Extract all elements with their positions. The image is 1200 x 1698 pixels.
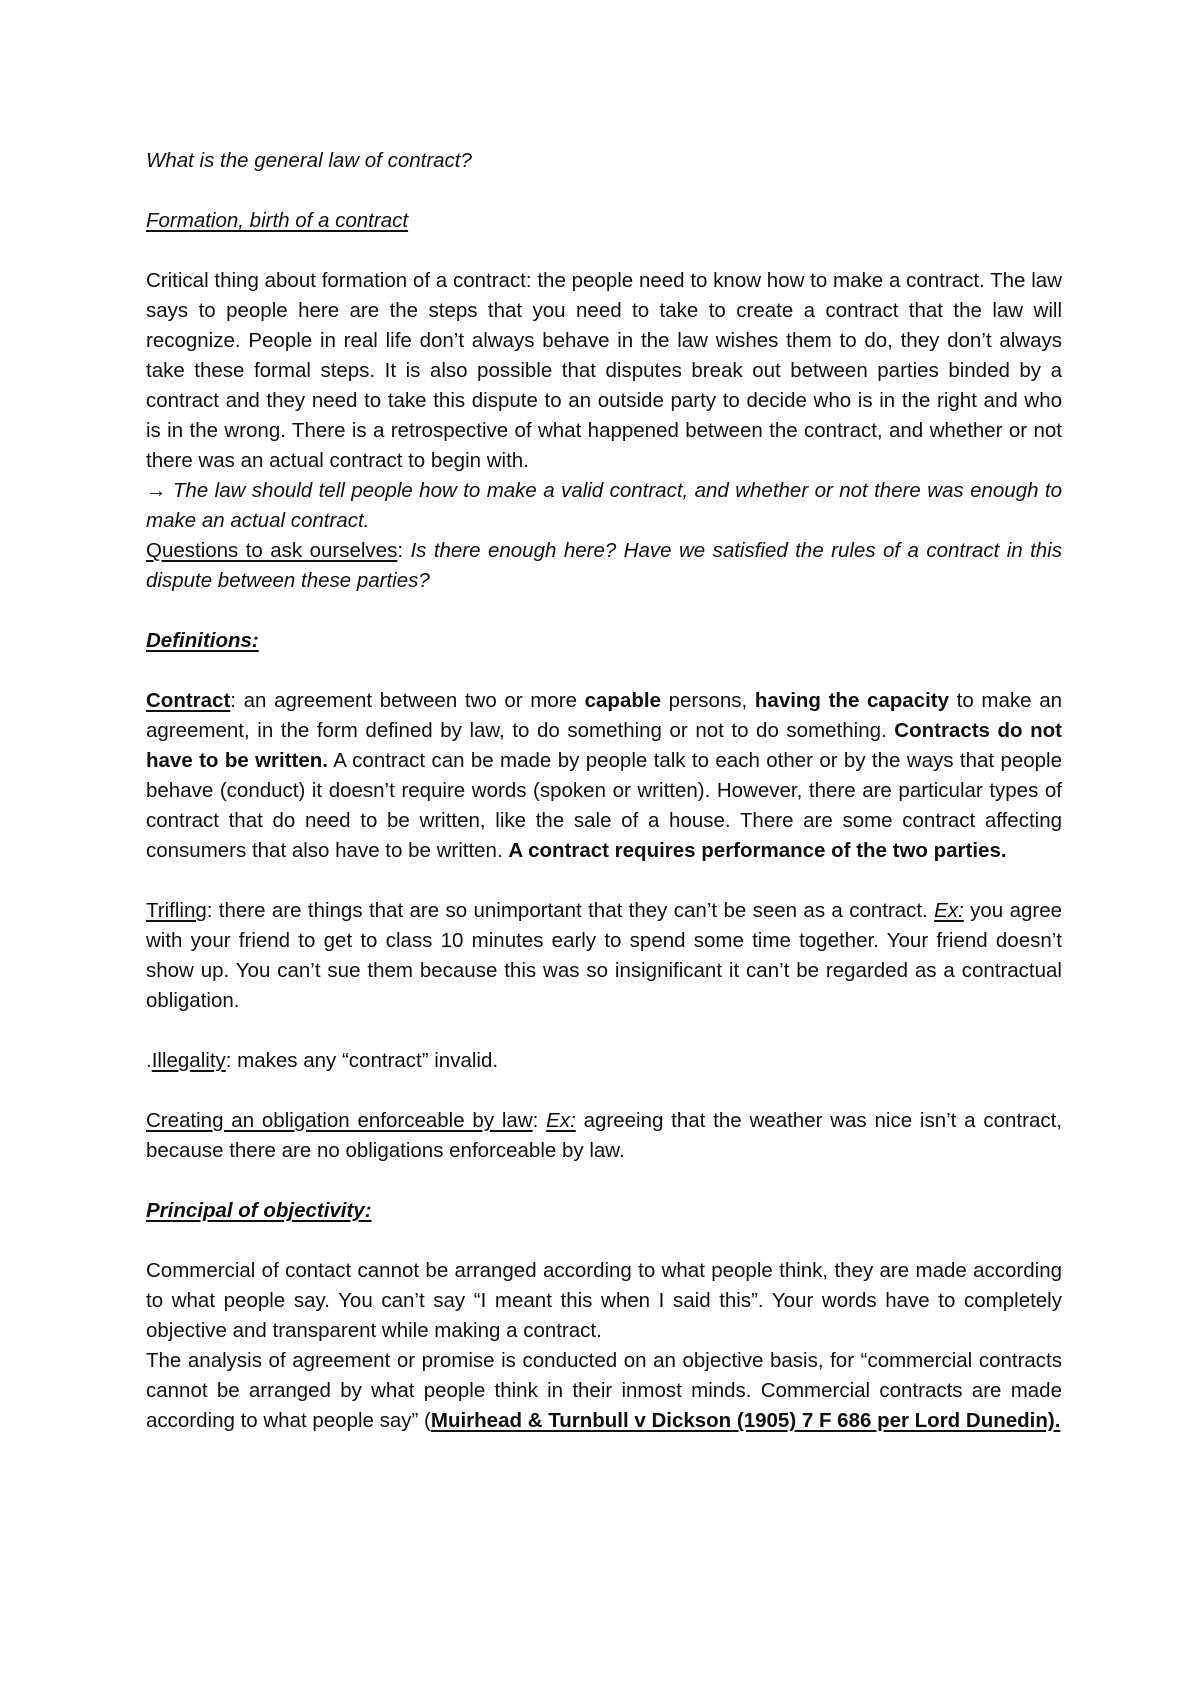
- document-title: What is the general law of contract?: [146, 149, 472, 172]
- contract-term: Contract: [146, 689, 231, 712]
- contract-text-2: persons,: [660, 689, 755, 712]
- illegality-dot: .: [146, 1049, 152, 1072]
- formation-heading: Formation, birth of a contract: [146, 209, 409, 232]
- arrow-icon: →: [146, 479, 167, 502]
- objectivity-paragraph-2-text: The analysis of agreement or promise is conducted on an objective basis, for “commercial contracts cannot be arranged by what people think in their inmost minds. Commercial contracts are made according to what people say” (: [146, 1349, 1062, 1432]
- objectivity-heading-line: [146, 1196, 1062, 1226]
- obligation-term: Creating an obligation enforceable by law: [146, 1109, 533, 1132]
- obligation-colon: :: [532, 1109, 547, 1132]
- contract-bold-4: A contract requires performance of the two parties.: [508, 839, 1007, 862]
- trifling-definition: [146, 896, 1062, 1016]
- objectivity-paragraph-1: Commercial of contact cannot be arranged according to what people think, they are made according to what people say. You can’t say “I meant this when I said this”. Your words have to completely objective and transparent while making a contract.: [146, 1259, 1062, 1342]
- trifling-term: Trifling: [146, 899, 207, 922]
- spacer: [146, 1226, 1062, 1256]
- trifling-text-1: : there are things that are so unimportant that they can’t be seen as a contract.: [206, 899, 935, 922]
- questions-colon: :: [397, 539, 411, 562]
- trifling-example-label: Ex:: [934, 899, 964, 922]
- case-citation: Muirhead & Turnbull v Dickson (1905) 7 F 686 per Lord Dunedin).: [430, 1409, 1061, 1432]
- contract-text-1: : an agreement between two or more: [230, 689, 585, 712]
- definitions-heading-line: [146, 626, 1062, 656]
- obligation-definition: [146, 1106, 1062, 1166]
- contract-bold-3: Contracts do not have to be written.: [146, 719, 1062, 772]
- formation-heading-line: [146, 206, 1062, 236]
- contract-definition: [146, 686, 1062, 866]
- objectivity-heading: Principal of objectivity:: [146, 1199, 372, 1222]
- trifling-text-2: you agree with your friend to get to class 10 minutes early to spend some time together. Your friend doesn’t show up. You can’t sue them because this was so insignificant it can’t be regarded as a contractual obligation.: [146, 899, 1063, 1012]
- obligation-text: agreeing that the weather was nice isn’t a contract, because there are no obligations enforceable by law.: [146, 1109, 1062, 1162]
- spacer: [146, 596, 1062, 626]
- spacer: [146, 176, 1062, 206]
- illegality-term: Illegality: [151, 1049, 226, 1072]
- spacer: [146, 236, 1062, 266]
- arrow-note-text: The law should tell people how to make a valid contract, and whether or not there was enough to make an actual contract.: [146, 479, 1062, 532]
- obligation-example-label: Ex:: [546, 1109, 576, 1132]
- spacer: [146, 866, 1062, 896]
- spacer: [146, 1076, 1062, 1106]
- contract-text-3: to make an agreement, in the form defined by law, to do something or not to do something.: [146, 689, 1062, 742]
- contract-text-4: A contract can be made by people talk to each other or by the ways that people behave (conduct) it doesn’t require words (spoken or written). However, there are particular types of contract that do need to be written, like the sale of a house. There are some contract affecting consumers that also have to be written.: [146, 749, 1063, 862]
- spacer: [146, 1166, 1062, 1196]
- definitions-heading: Definitions:: [146, 629, 259, 652]
- contract-bold-1: capable: [584, 689, 661, 712]
- formation-paragraph: Critical thing about formation of a contract: the people need to know how to make a contract. The law says to people here are the steps that you need to take to create a contract that the law will recognize. People in real life don’t always behave in the law wishes them to do, they don’t always take these formal steps. It is also possible that disputes break out between parties binded by a contract and they need to take this dispute to an outside party to decide who is in the right and who is in the wrong. There is a retrospective of what happened between the contract, and whether or not there was an actual contract to begin with.: [146, 269, 1062, 472]
- questions-line: [146, 536, 1062, 596]
- arrow-note: [146, 476, 1062, 536]
- illegality-definition: [146, 1046, 1062, 1076]
- questions-label: Questions to ask ourselves: [146, 539, 398, 562]
- illegality-text: : makes any “contract” invalid.: [225, 1049, 499, 1072]
- objectivity-paragraph-2: [146, 1346, 1062, 1436]
- spacer: [146, 656, 1062, 686]
- questions-text: Is there enough here? Have we satisfied the rules of a contract in this dispute between these parties?: [146, 539, 1062, 592]
- contract-bold-2: having the capacity: [754, 689, 950, 712]
- spacer: [146, 1016, 1062, 1046]
